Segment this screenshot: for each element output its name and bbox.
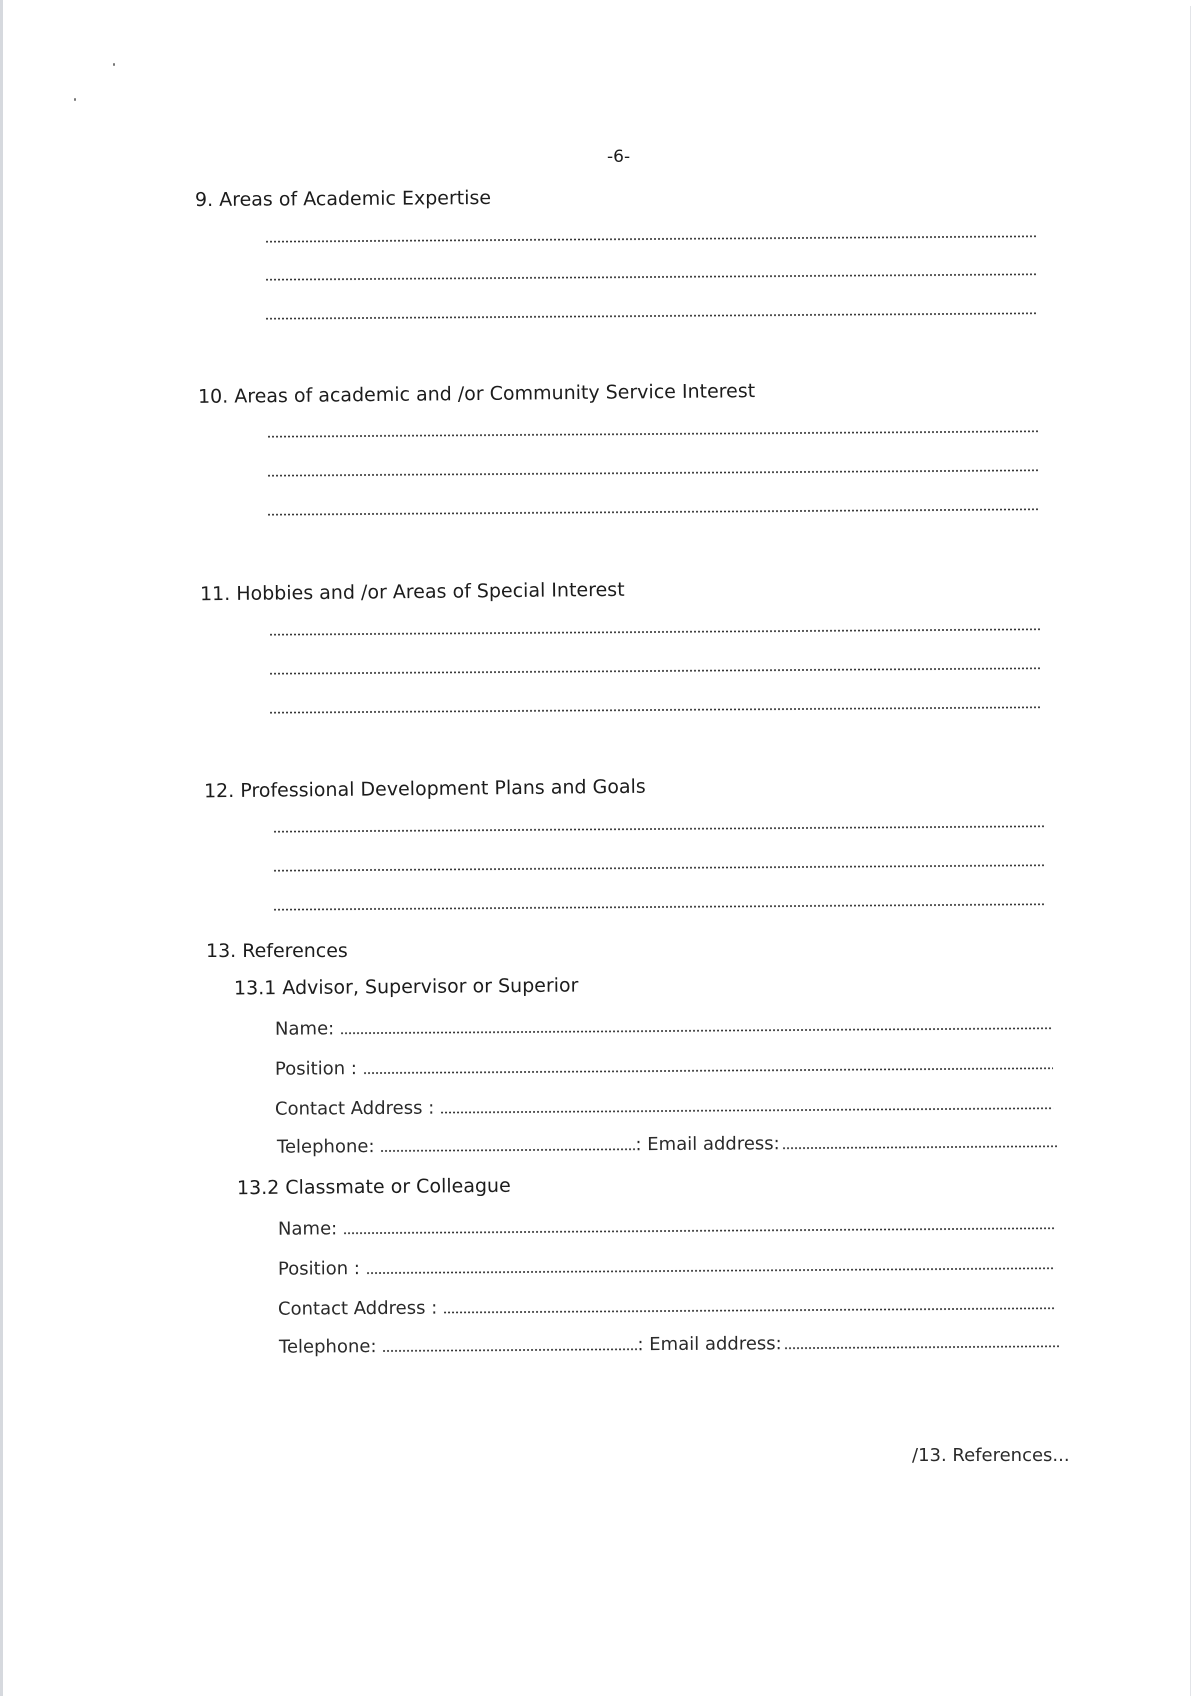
reference-1-name-field xyxy=(275,1013,1052,1039)
section-10-answer-line-3[interactable] xyxy=(267,508,1039,515)
reference-1-email-input[interactable] xyxy=(782,1145,1057,1149)
section-10-answer-line-1[interactable] xyxy=(267,430,1039,437)
reference-2-name-label: Name: xyxy=(277,1218,338,1240)
section-9-answer-line-1[interactable] xyxy=(265,235,1037,242)
section-11-answer-line-3[interactable] xyxy=(269,706,1041,713)
reference-1-position-label: Position : xyxy=(274,1058,357,1080)
section-12-answer-line-1[interactable] xyxy=(273,825,1046,832)
reference-2-position-input[interactable] xyxy=(366,1267,1055,1274)
reference-1-telephone-label: Telephone: xyxy=(276,1136,375,1158)
reference-1-name-label: Name: xyxy=(274,1018,335,1040)
section-10-heading: 10. Areas of academic and /or Community Service Interest xyxy=(197,380,756,408)
section-9-answer-line-3[interactable] xyxy=(265,312,1037,319)
continuation-note: /13. References... xyxy=(912,1445,1070,1466)
section-11-answer-line-1[interactable] xyxy=(269,628,1041,635)
reference-1-email-label: : Email address: xyxy=(635,1133,780,1156)
section-9-heading: 9. Areas of Academic Expertise xyxy=(194,186,492,212)
reference-1-contact-label: Contact Address : xyxy=(274,1097,435,1120)
reference-2-email-input[interactable] xyxy=(784,1345,1059,1349)
reference-2-position-label: Position : xyxy=(277,1258,360,1280)
reference-2-title: 13.2 Classmate or Colleague xyxy=(236,1174,511,1200)
reference-2-contact-input[interactable] xyxy=(443,1307,1055,1313)
reference-1-telephone-input[interactable] xyxy=(381,1148,636,1152)
reference-1-position-field xyxy=(275,1053,1053,1079)
reference-1-position-input[interactable] xyxy=(363,1067,1053,1074)
section-9-answer-line-2[interactable] xyxy=(265,273,1037,280)
reference-2-email-label: : Email address: xyxy=(637,1333,782,1356)
references-heading: 13. References xyxy=(206,940,348,962)
reference-2-contact-field xyxy=(278,1293,1055,1319)
reference-2-name-input[interactable] xyxy=(343,1227,1055,1234)
scan-speck xyxy=(74,98,76,101)
reference-2-telephone-label: Telephone: xyxy=(278,1336,377,1358)
reference-2-telephone-email-field xyxy=(279,1331,1059,1357)
section-12-heading: 12. Professional Development Plans and Goals xyxy=(203,775,646,803)
section-12-answer-line-2[interactable] xyxy=(273,864,1046,871)
reference-1-contact-input[interactable] xyxy=(440,1107,1053,1113)
section-12-answer-line-3[interactable] xyxy=(273,903,1046,910)
scan-speck xyxy=(113,63,115,66)
reference-2-name-field xyxy=(278,1213,1055,1239)
page-number: -6- xyxy=(607,147,631,167)
section-11-answer-line-2[interactable] xyxy=(269,667,1041,674)
reference-1-telephone-email-field xyxy=(277,1131,1057,1157)
reference-2-position-field xyxy=(278,1253,1055,1279)
section-10-answer-line-2[interactable] xyxy=(267,469,1039,476)
reference-1-contact-field xyxy=(275,1093,1053,1119)
reference-1-name-input[interactable] xyxy=(340,1027,1052,1034)
section-11-heading: 11. Hobbies and /or Areas of Special Interest xyxy=(199,578,625,606)
reference-2-telephone-input[interactable] xyxy=(383,1348,638,1352)
scan-page-edge-right xyxy=(1190,6,1191,1696)
scan-page-edge-left xyxy=(0,0,3,1696)
reference-1-title: 13.1 Advisor, Supervisor or Superior xyxy=(233,974,579,1000)
reference-2-contact-label: Contact Address : xyxy=(277,1297,438,1320)
